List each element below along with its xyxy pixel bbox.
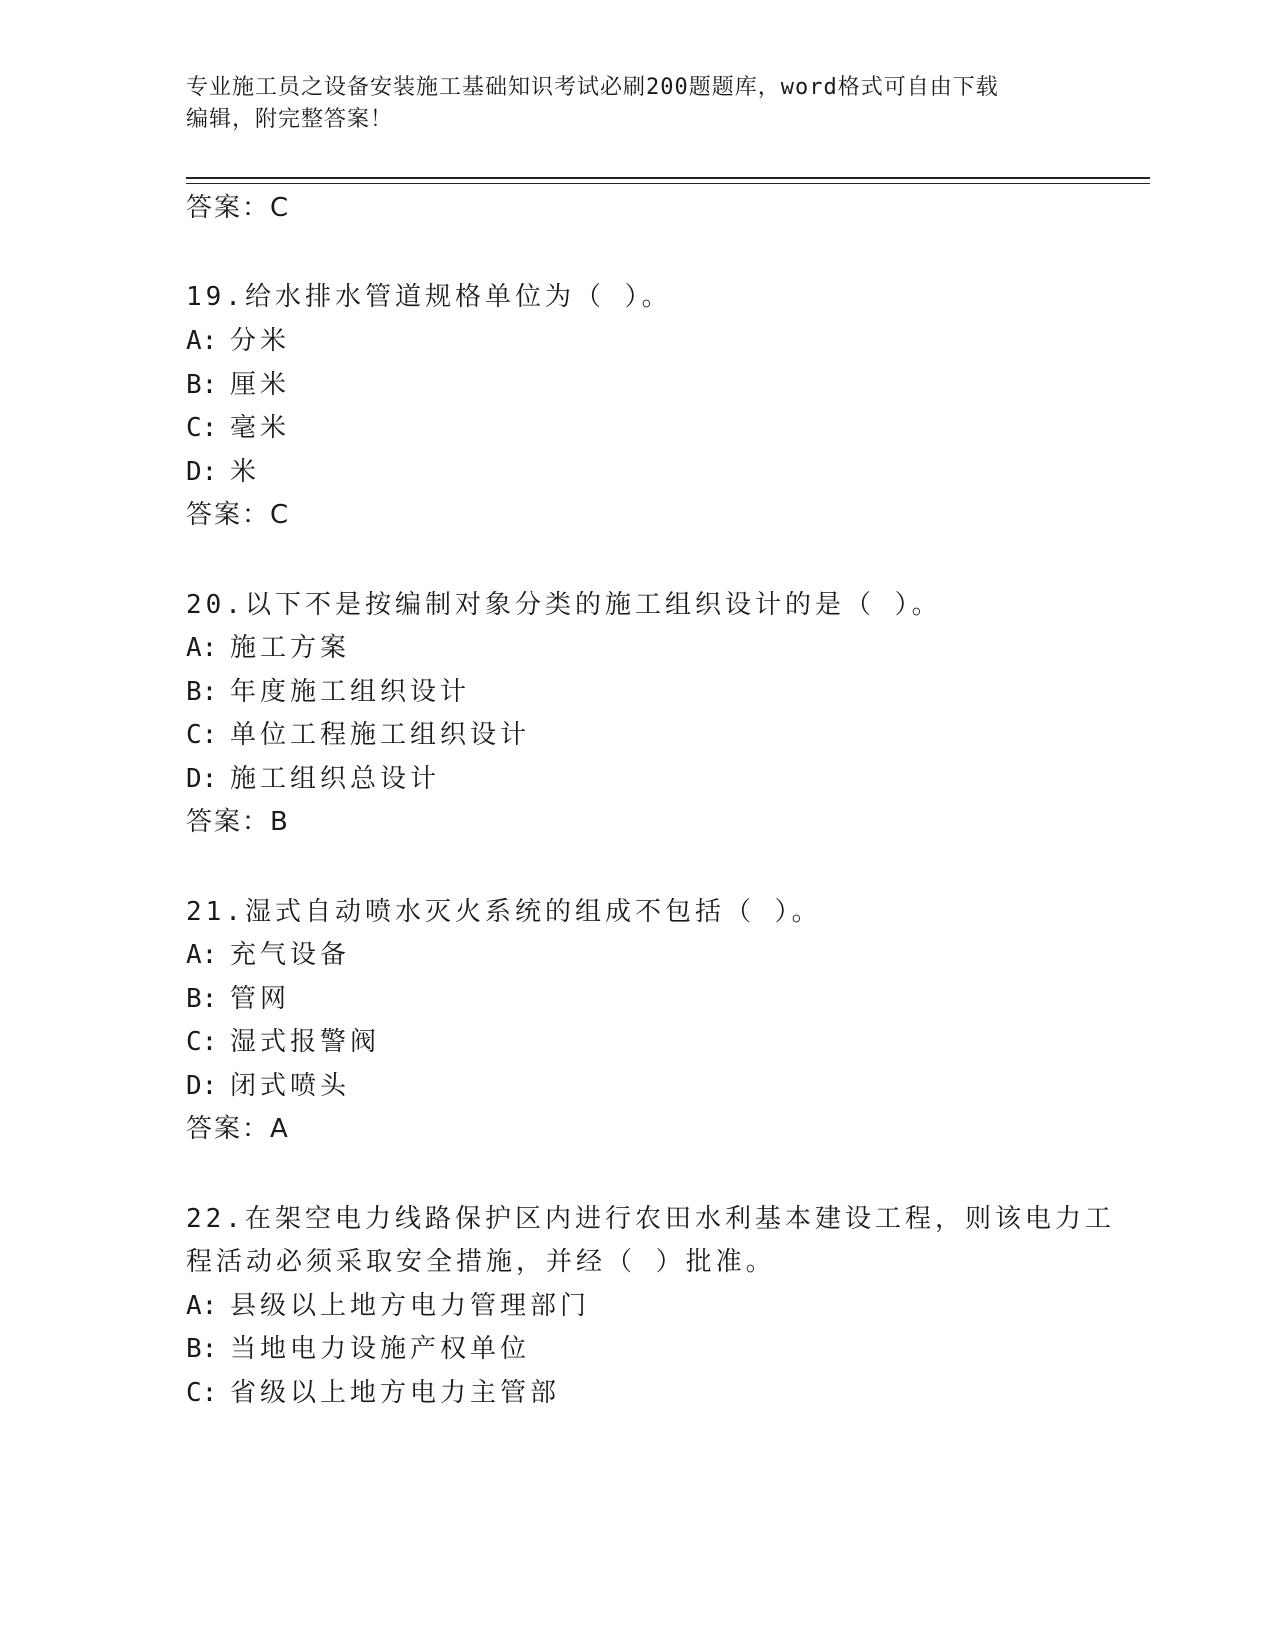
q21-option-d	[186, 1069, 350, 1103]
option-text: 单位工程施工组织设计	[230, 720, 531, 750]
q21-option-b	[186, 982, 290, 1016]
option-text: 湿式报警阀	[230, 1027, 381, 1057]
option-letter: B:	[186, 370, 218, 400]
option-letter: B:	[186, 984, 218, 1014]
option-letter: C:	[186, 1378, 218, 1408]
q20-option-b	[186, 675, 470, 709]
question-21: 21.湿式自动喷水灭火系统的组成不包括（ ）。	[186, 897, 822, 927]
option-text: 施工组织总设计	[230, 764, 441, 794]
option-text: 充气设备	[230, 940, 351, 970]
option-letter: A:	[186, 633, 218, 663]
option-letter: C:	[186, 1027, 218, 1057]
option-letter: D:	[186, 1071, 218, 1101]
question-19: 19.给水排水管道规格单位为（ ）。	[186, 282, 672, 312]
option-text: 分米	[230, 326, 291, 356]
option-text: 米	[230, 457, 261, 487]
document-header	[186, 72, 1066, 136]
option-letter: C:	[186, 720, 218, 750]
q19-option-c	[186, 411, 290, 445]
q21-option-a	[186, 938, 350, 972]
option-letter: A:	[186, 326, 218, 356]
question-22-line-1: 22.在架空电力线路保护区内进行农田水利基本建设工程，则该电力工	[186, 1204, 1115, 1234]
question-20: 20.以下不是按编制对象分类的施工组织设计的是（ ）。	[186, 590, 942, 620]
option-text: 省级以上地方电力主管部	[230, 1378, 561, 1408]
option-letter: B:	[186, 677, 218, 707]
option-letter: C:	[186, 413, 218, 443]
option-letter: D:	[186, 764, 218, 794]
option-letter: A:	[186, 1291, 218, 1321]
option-letter: D:	[186, 457, 218, 487]
option-text: 厘米	[230, 370, 291, 400]
option-text: 施工方案	[230, 633, 351, 663]
option-letter: A:	[186, 940, 218, 970]
option-text: 县级以上地方电力管理部门	[230, 1291, 591, 1321]
option-text: 闭式喷头	[230, 1071, 351, 1101]
q20-option-c	[186, 718, 530, 752]
q19-option-b	[186, 368, 290, 402]
option-text: 当地电力设施产权单位	[230, 1334, 531, 1364]
question-22-line-2: 程活动必须采取安全措施，并经（ ）批准。	[186, 1247, 776, 1277]
q21-option-c	[186, 1025, 380, 1059]
answer-19: 答案：C	[186, 500, 291, 530]
option-text: 年度施工组织设计	[230, 677, 471, 707]
option-text: 毫米	[230, 413, 291, 443]
header-line-2: 编辑，附完整答案！	[186, 107, 394, 132]
option-text: 管网	[230, 984, 291, 1014]
header-divider	[186, 177, 1150, 179]
q22-option-a	[186, 1289, 590, 1323]
answer-20: 答案：B	[186, 807, 290, 837]
option-letter: B:	[186, 1334, 218, 1364]
header-divider-thin	[186, 183, 1150, 184]
q20-option-a	[186, 631, 350, 665]
q22-option-b	[186, 1332, 530, 1366]
answer-21: 答案：A	[186, 1114, 290, 1144]
q22-option-c	[186, 1376, 560, 1410]
q19-option-a	[186, 324, 290, 358]
q20-option-d	[186, 762, 440, 796]
header-line-1: 专业施工员之设备安装施工基础知识考试必刷200题题库，word格式可自由下载	[186, 75, 999, 100]
answer-prev: 答案：C	[186, 193, 291, 223]
q19-option-d	[186, 455, 260, 489]
